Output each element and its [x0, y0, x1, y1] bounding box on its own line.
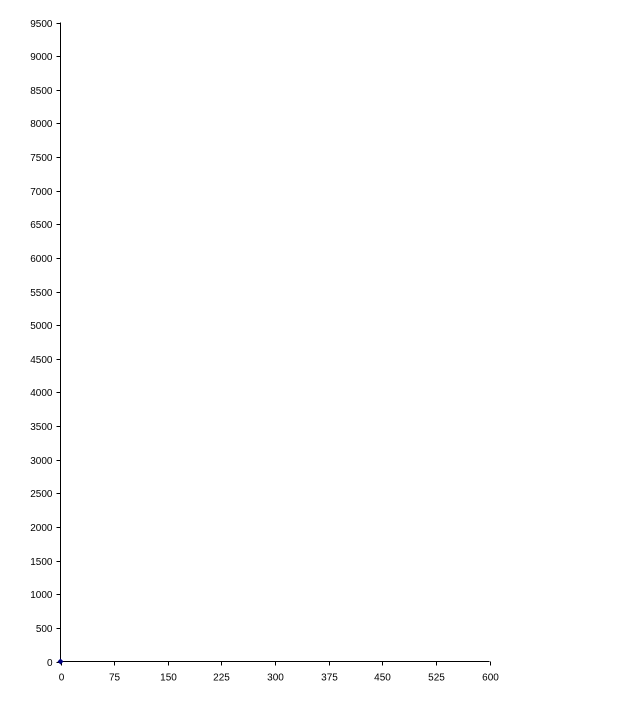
data-point	[58, 659, 64, 665]
y-tick-label: 1000	[30, 590, 53, 601]
y-tick-label: 8500	[30, 86, 53, 97]
y-tick-label: 6500	[30, 220, 53, 231]
y-tick-label: 4500	[30, 355, 53, 366]
y-tick-label: 5500	[30, 288, 53, 299]
y-tick-label: 6000	[30, 254, 53, 265]
y-tick-label: 8000	[30, 119, 53, 130]
y-tick-label: 500	[35, 624, 53, 635]
y-tick-label: 4000	[30, 388, 53, 399]
data-points	[58, 659, 64, 665]
y-axis-ticks	[30, 19, 60, 669]
x-tick-label: 150	[160, 672, 177, 684]
y-tick-label: 5000	[30, 321, 53, 332]
y-tick-label: 2000	[30, 523, 53, 534]
y-tick-label: 9500	[30, 19, 53, 30]
x-tick-label: 75	[108, 672, 121, 684]
x-tick-label: 525	[428, 672, 445, 684]
x-tick-label: 225	[213, 672, 230, 684]
y-tick-label: 7000	[30, 187, 53, 198]
y-tick-label: 3500	[30, 422, 53, 433]
y-tick-label: 3000	[30, 456, 53, 467]
y-tick-label: 7500	[30, 153, 53, 164]
y-tick-label: 1500	[30, 557, 53, 568]
x-tick-label: 0	[58, 672, 65, 684]
y-tick-label: 2500	[30, 489, 53, 500]
x-tick-label: 300	[267, 672, 284, 684]
y-tick-label: 9000	[30, 52, 53, 63]
x-axis-ticks	[59, 662, 500, 684]
x-tick-label: 450	[374, 672, 391, 684]
y-tick-label: 0	[46, 658, 53, 669]
x-tick-label: 600	[482, 672, 499, 684]
x-tick-label: 375	[321, 672, 338, 684]
